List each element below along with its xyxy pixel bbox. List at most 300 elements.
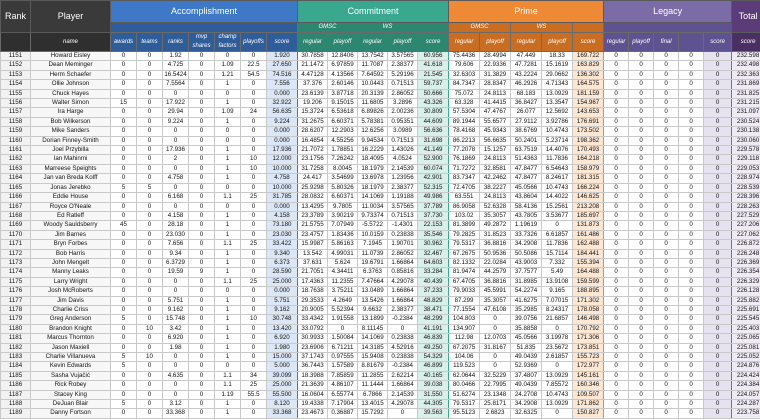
champ-factors-cell: 1 (215, 353, 241, 362)
accomplishment-score-cell: 25.000 (267, 381, 298, 390)
total-score-cell: 229.578 (732, 146, 760, 155)
teams-cell: 0 (137, 108, 163, 117)
ranks-cell: 0 (163, 136, 189, 145)
table-row[interactable] (1, 117, 760, 126)
legacy-extra-cell: 0 (679, 409, 704, 418)
legacy-playoff-cell: 0 (629, 390, 654, 399)
commitment-ws-playoff-cell: 1.66864 (388, 381, 418, 390)
table-row[interactable] (1, 277, 760, 286)
ranks-cell: 0 (163, 89, 189, 98)
commitment-gmsc-playoff-cell: 1.78851 (328, 146, 358, 155)
legacy-extra-cell: 0 (679, 127, 704, 136)
mvp-shares-cell: 0 (189, 277, 215, 286)
player-name-cell: Ed Ratleff (31, 211, 111, 220)
legacy-regular-cell: 0 (604, 202, 629, 211)
col-prime-gmsc-regular[interactable]: regular (449, 33, 480, 52)
rank-cell: 1156 (1, 99, 31, 108)
table-row[interactable] (1, 174, 760, 183)
prime-ws-regular-cell: 39.0756 (511, 315, 542, 324)
commitment-gmsc-playoff-cell: 12.8406 (328, 52, 358, 61)
commitment-gmsc-playoff-cell: 5.80326 (328, 183, 358, 192)
ranks-cell: 15.748 (163, 315, 189, 324)
total-score-cell: 230.060 (732, 136, 760, 145)
commitment-ws-regular-cell: 18.1979 (358, 164, 388, 173)
col-commitment-gmsc-regular[interactable]: regular (298, 33, 328, 52)
commitment-score-cell: 22.153 (418, 221, 449, 230)
table-row[interactable] (1, 343, 760, 352)
prime-gmsc-regular-cell: 95.5123 (449, 409, 480, 418)
table-row[interactable] (1, 70, 760, 79)
legacy-playoff-cell: 0 (629, 249, 654, 258)
playoffs-cell: 0 (241, 146, 267, 155)
champ-factors-cell: 1.09 (215, 61, 241, 70)
legacy-playoff-cell: 0 (629, 52, 654, 61)
table-row[interactable] (1, 230, 760, 239)
legacy-final-cell: 0 (654, 52, 679, 61)
col-legacy-final[interactable]: final (654, 33, 679, 52)
playoffs-cell: 22.5 (241, 61, 267, 70)
table-row[interactable] (1, 287, 760, 296)
legacy-playoff-cell: 0 (629, 400, 654, 409)
commitment-gmsc-playoff-cell: 6.60371 (328, 193, 358, 202)
accomplishment-score-cell: 31.785 (267, 193, 298, 202)
col-commitment-ws-regular[interactable]: regular (358, 33, 388, 52)
ranks-cell: 9.162 (163, 305, 189, 314)
legacy-extra-cell: 0 (679, 136, 704, 145)
ranks-cell: 6.168 (163, 193, 189, 202)
teams-cell: 0 (137, 390, 163, 399)
col-legacy-score[interactable]: score (704, 33, 732, 52)
prime-score-cell: 146.498 (573, 315, 604, 324)
prime-ws-playoff-cell: 4.71343 (542, 80, 573, 89)
prime-ws-playoff-cell: 7.07015 (542, 296, 573, 305)
total-score-cell: 230.524 (732, 117, 760, 126)
legacy-final-cell: 0 (654, 249, 679, 258)
prime-ws-regular-cell: 47.8477 (511, 164, 542, 173)
legacy-score-cell: 0 (704, 268, 732, 277)
prime-ws-playoff-cell: 15.7114 (542, 249, 573, 258)
prime-gmsc-regular-cell: 57.5304 (449, 108, 480, 117)
ranks-cell: 17.922 (163, 99, 189, 108)
table-row[interactable] (1, 390, 760, 399)
awards-cell: 0 (111, 127, 137, 136)
accomplishment-score-cell: 10.000 (267, 183, 298, 192)
champ-factors-cell: 1 (215, 343, 241, 352)
col-accomplishment-score[interactable]: score (267, 33, 298, 52)
col-prime-gmsc-playoff[interactable]: playoff (480, 33, 511, 52)
commitment-score-cell: 44.609 (418, 117, 449, 126)
commitment-gmsc-regular-cell: 23.1756 (298, 155, 328, 164)
col-prime-ws-regular[interactable]: regular (511, 33, 542, 52)
col-legacy-playoff[interactable]: playoff (629, 33, 654, 52)
col-prime-ws-playoff[interactable]: playoff (542, 33, 573, 52)
mvp-shares-cell: 0 (189, 343, 215, 352)
commitment-ws-playoff-cell: 4.52916 (388, 343, 418, 352)
commitment-gmsc-playoff-cell: 4.34411 (328, 268, 358, 277)
commitment-gmsc-regular-cell: 33.0792 (298, 324, 328, 333)
col-commitment-gmsc-playoff[interactable]: playoff (328, 33, 358, 52)
prime-ws-regular-cell: 27.9112 (511, 117, 542, 126)
col-total-score[interactable]: score (732, 33, 760, 52)
legacy-regular-cell: 0 (604, 80, 629, 89)
prime-gmsc-playoff-cell: 31.8523 (480, 230, 511, 239)
accomplishment-score-cell: 12.000 (267, 155, 298, 164)
commitment-ws-regular-cell: 10.0159 (358, 230, 388, 239)
ranks-cell: 1.98 (163, 343, 189, 352)
table-row[interactable] (1, 80, 760, 89)
awards-cell: 0 (111, 211, 137, 220)
legacy-score-cell: 0 (704, 390, 732, 399)
prime-gmsc-regular-cell: 67.2675 (449, 249, 480, 258)
prime-ws-playoff-cell: 11.7836 (542, 240, 573, 249)
mvp-shares-cell: 0 (189, 353, 215, 362)
header-total[interactable]: Total (732, 1, 760, 33)
legacy-score-cell: 0 (704, 324, 732, 333)
player-name-cell: Larry Wright (31, 277, 111, 286)
total-score-cell: 229.118 (732, 155, 760, 164)
table-row[interactable] (1, 146, 760, 155)
legacy-score-cell: 0 (704, 183, 732, 192)
prime-ws-regular-cell: 43.2224 (511, 70, 542, 79)
teams-cell: 0 (137, 249, 163, 258)
table-row[interactable] (1, 249, 760, 258)
commitment-gmsc-playoff-cell: 4.86107 (328, 381, 358, 390)
commitment-gmsc-regular-cell: 21.7051 (298, 268, 328, 277)
header-prime: Prime (449, 1, 604, 23)
champ-factors-cell: 0 (215, 89, 241, 98)
rank-cell: 1166 (1, 193, 31, 202)
table-row[interactable] (1, 127, 760, 136)
player-name-cell: Herm Schaefer (31, 70, 111, 79)
rank-cell: 1189 (1, 409, 31, 418)
commitment-score-cell: 31.550 (418, 390, 449, 399)
teams-cell: 0 (137, 136, 163, 145)
legacy-regular-cell: 0 (604, 390, 629, 399)
legacy-extra-cell: 0 (679, 108, 704, 117)
legacy-extra-cell: 0 (679, 305, 704, 314)
mvp-shares-cell: 0 (189, 61, 215, 70)
commitment-ws-playoff-cell: 1.66864 (388, 258, 418, 267)
playoffs-cell: 0 (241, 287, 267, 296)
legacy-final-cell: 0 (654, 324, 679, 333)
commitment-gmsc-playoff-cell: 6.71211 (328, 343, 358, 352)
table-row[interactable] (1, 136, 760, 145)
table-row[interactable] (1, 108, 760, 117)
commitment-ws-regular-cell: 13.1899 (358, 315, 388, 324)
prime-gmsc-regular-cell: 63.328 (449, 99, 480, 108)
commitment-score-cell: 41.618 (418, 61, 449, 70)
legacy-extra-cell: 0 (679, 202, 704, 211)
prime-score-cell: 146.625 (573, 193, 604, 202)
table-row[interactable] (1, 89, 760, 98)
commitment-gmsc-regular-cell: 25.9298 (298, 183, 328, 192)
table-row[interactable] (1, 362, 760, 371)
table-row[interactable] (1, 400, 760, 409)
rank-cell: 1164 (1, 174, 31, 183)
commitment-score-cell: 48.299 (418, 315, 449, 324)
total-score-cell: 224.384 (732, 381, 760, 390)
prime-score-cell: 145.161 (573, 371, 604, 380)
awards-cell: 0 (111, 334, 137, 343)
col-legacy-regular[interactable]: regular (604, 33, 629, 52)
legacy-regular-cell: 0 (604, 268, 629, 277)
prime-ws-playoff-cell: 5.49 (542, 268, 573, 277)
commitment-ws-playoff-cell: 4.29078 (388, 277, 418, 286)
legacy-final-cell: 0 (654, 409, 679, 418)
col-awards[interactable]: awards (111, 33, 137, 52)
mvp-shares-cell: 0 (189, 155, 215, 164)
commitment-ws-regular-cell: 9.73374 (358, 211, 388, 220)
prime-gmsc-regular-cell: 86.2213 (449, 136, 480, 145)
commitment-score-cell: 46.899 (418, 362, 449, 371)
prime-gmsc-regular-cell: 72.4705 (449, 183, 480, 192)
legacy-final-cell: 0 (654, 117, 679, 126)
champ-factors-cell: 1 (215, 146, 241, 155)
col-commitment-score[interactable]: score (418, 33, 449, 52)
prime-ws-regular-cell: 37.7577 (511, 268, 542, 277)
table-row[interactable] (1, 211, 760, 220)
legacy-extra-cell: 0 (679, 61, 704, 70)
accomplishment-score-cell: 0.000 (267, 202, 298, 211)
commitment-ws-regular-cell: 9.6632 (358, 305, 388, 314)
total-score-cell: 226.128 (732, 287, 760, 296)
champ-factors-cell: 1.09 (215, 108, 241, 117)
mvp-shares-cell: 0 (189, 287, 215, 296)
legacy-final-cell: 0 (654, 230, 679, 239)
commitment-score-cell: 56.636 (418, 127, 449, 136)
ranks-cell: 29.94 (163, 108, 189, 117)
teams-cell: 0 (137, 305, 163, 314)
accomplishment-score-cell: 33.422 (267, 240, 298, 249)
teams-cell: 0 (137, 277, 163, 286)
commitment-score-cell: 46.839 (418, 334, 449, 343)
prime-score-cell: 213.208 (573, 202, 604, 211)
col-ranks[interactable]: ranks (163, 33, 189, 52)
table-row[interactable] (1, 324, 760, 333)
commitment-gmsc-playoff-cell: 1.91558 (328, 315, 358, 324)
prime-ws-playoff-cell: 7.85572 (542, 381, 573, 390)
playoffs-cell: 0 (241, 409, 267, 418)
col-prime-score[interactable]: score (573, 33, 604, 52)
ranks-cell: 1.92 (163, 52, 189, 61)
table-row[interactable] (1, 99, 760, 108)
commitment-gmsc-regular-cell: 23.4673 (298, 409, 328, 418)
prime-ws-playoff-cell: 6.61857 (542, 230, 573, 239)
ranks-cell: 9.34 (163, 249, 189, 258)
playoffs-cell: 0 (241, 117, 267, 126)
commitment-ws-regular-cell: 11.0739 (358, 249, 388, 258)
commitment-ws-regular-cell: 16.2229 (358, 146, 388, 155)
prime-gmsc-playoff-cell: 41.4415 (480, 99, 511, 108)
legacy-playoff-cell: 0 (629, 296, 654, 305)
playoffs-cell: 0 (241, 80, 267, 89)
commitment-gmsc-regular-cell: 17.4363 (298, 277, 328, 286)
legacy-playoff-cell: 0 (629, 258, 654, 267)
legacy-score-cell: 0 (704, 258, 732, 267)
ranks-cell: 0 (163, 164, 189, 173)
rank-cell: 1174 (1, 268, 31, 277)
commitment-score-cell: 60.956 (418, 52, 449, 61)
awards-cell: 0 (111, 193, 137, 202)
legacy-regular-cell: 0 (604, 146, 629, 155)
prime-ws-playoff-cell: 3.92786 (542, 117, 573, 126)
table-row[interactable] (1, 353, 760, 362)
table-row[interactable] (1, 183, 760, 192)
total-score-cell: 228.396 (732, 193, 760, 202)
commitment-ws-playoff-cell: 3.57565 (388, 52, 418, 61)
legacy-score-cell: 0 (704, 400, 732, 409)
playoffs-cell: 0 (241, 174, 267, 183)
prime-ws-playoff-cell: 15.2561 (542, 202, 573, 211)
commitment-ws-regular-cell: 13.0489 (358, 287, 388, 296)
total-score-cell: 225.882 (732, 296, 760, 305)
legacy-final-cell: 0 (654, 400, 679, 409)
commitment-ws-playoff-cell: 2.38377 (388, 305, 418, 314)
commitment-ws-regular-cell: 6.7866 (358, 390, 388, 399)
table-row[interactable] (1, 305, 760, 314)
awards-cell: 0 (111, 52, 137, 61)
accomplishment-score-cell: 0.000 (267, 287, 298, 296)
legacy-playoff-cell: 0 (629, 277, 654, 286)
mvp-shares-cell: 0 (189, 70, 215, 79)
rank-cell: 1167 (1, 202, 31, 211)
player-name-cell: Manny Leaks (31, 268, 111, 277)
mvp-shares-cell: 0 (189, 230, 215, 239)
table-row[interactable] (1, 296, 760, 305)
commitment-score-cell: 49.250 (418, 343, 449, 352)
total-score-cell: 226.872 (732, 240, 760, 249)
table-row[interactable] (1, 334, 760, 343)
col-mvp-shares[interactable]: mvp shares (189, 33, 215, 52)
table-row[interactable] (1, 221, 760, 230)
legacy-score-cell: 0 (704, 362, 732, 371)
total-score-cell: 229.053 (732, 164, 760, 173)
ranks-cell: 4.635 (163, 371, 189, 380)
rank-cell: 1186 (1, 381, 31, 390)
table-row[interactable] (1, 202, 760, 211)
commitment-ws-regular-cell: 14.1069 (358, 334, 388, 343)
player-name-cell: Jonas Jerebko (31, 183, 111, 192)
legacy-extra-cell: 0 (679, 174, 704, 183)
commitment-ws-playoff-cell: 0 (388, 409, 418, 418)
accomplishment-score-cell: 7.556 (267, 80, 298, 89)
legacy-final-cell: 0 (654, 268, 679, 277)
legacy-final-cell: 0 (654, 155, 679, 164)
commitment-ws-playoff-cell: 1.90701 (388, 240, 418, 249)
ranks-cell: 0 (163, 127, 189, 136)
prime-gmsc-playoff-cell: 12.0703 (480, 334, 511, 343)
col-teams[interactable]: teams (137, 33, 163, 52)
commitment-ws-playoff-cell: 2.14539 (388, 390, 418, 399)
table-row[interactable] (1, 193, 760, 202)
table-row[interactable] (1, 371, 760, 380)
prime-ws-playoff-cell: 13.0929 (542, 371, 573, 380)
prime-score-cell: 136.302 (573, 70, 604, 79)
prime-gmsc-regular-cell: 79.9033 (449, 287, 480, 296)
table-row[interactable] (1, 52, 760, 61)
prime-ws-regular-cell: 37.4807 (511, 371, 542, 380)
legacy-regular-cell: 0 (604, 99, 629, 108)
header-rank[interactable]: Rank (1, 1, 31, 33)
prime-score-cell: 170.792 (573, 324, 604, 333)
awards-cell: 0 (111, 258, 137, 267)
playoffs-cell: 0 (241, 183, 267, 192)
table-row[interactable] (1, 409, 760, 418)
col-playoffs[interactable]: playoffs (241, 33, 267, 52)
table-row[interactable] (1, 381, 760, 390)
col-champ-factors[interactable]: champ factors (215, 33, 241, 52)
table-row[interactable] (1, 61, 760, 70)
prime-gmsc-playoff-cell: 22.0284 (480, 258, 511, 267)
champ-factors-cell: 0 (215, 202, 241, 211)
commitment-ws-regular-cell: 20.3139 (358, 89, 388, 98)
total-score-cell: 231.215 (732, 99, 760, 108)
table-row[interactable] (1, 155, 760, 164)
accomplishment-score-cell: 9.224 (267, 117, 298, 126)
accomplishment-score-cell: 27.650 (267, 61, 298, 70)
commitment-score-cell: 54.329 (418, 353, 449, 362)
prime-ws-playoff-cell: 10.4743 (542, 183, 573, 192)
prime-ws-playoff-cell: 14.4022 (542, 193, 573, 202)
prime-score-cell: 171.306 (573, 334, 604, 343)
legacy-extra-cell: 0 (679, 287, 704, 296)
prime-ws-playoff-cell: 2.61857 (542, 353, 573, 362)
player-name-cell: Royce O'Neale (31, 202, 111, 211)
prime-gmsc-playoff-cell: 36.8816 (480, 277, 511, 286)
legacy-playoff-cell: 0 (629, 136, 654, 145)
legacy-extra-cell: 0 (679, 353, 704, 362)
total-score-cell: 227.062 (732, 230, 760, 239)
teams-cell: 0 (137, 371, 163, 380)
mvp-shares-cell: 0 (189, 362, 215, 371)
legacy-playoff-cell: 0 (629, 315, 654, 324)
champ-factors-cell: 1 (215, 230, 241, 239)
accomplishment-score-cell: 4.758 (267, 174, 298, 183)
prime-score-cell: 198.362 (573, 136, 604, 145)
commitment-ws-playoff-cell: 0.23838 (388, 230, 418, 239)
awards-cell: 5 (111, 183, 137, 192)
legacy-extra-cell: 0 (679, 371, 704, 380)
player-name-cell: Jim Davis (31, 296, 111, 305)
commitment-score-cell: 44.305 (418, 400, 449, 409)
teams-cell: 0 (137, 127, 163, 136)
awards-cell: 0 (111, 108, 137, 117)
prime-ws-regular-cell: 33.7326 (511, 230, 542, 239)
header-player[interactable]: Player (31, 1, 111, 33)
commitment-ws-regular-cell: 18.4095 (358, 155, 388, 164)
legacy-regular-cell: 0 (604, 315, 629, 324)
rank-cell: 1153 (1, 70, 31, 79)
col-commitment-ws-playoff[interactable]: playoff (388, 33, 418, 52)
table-row[interactable] (1, 268, 760, 277)
table-row[interactable] (1, 315, 760, 324)
commitment-gmsc-playoff-cell: 4.99031 (328, 249, 358, 258)
legacy-score-cell: 0 (704, 371, 732, 380)
prime-gmsc-playoff-cell: 36.8816 (480, 240, 511, 249)
mvp-shares-cell: 0 (189, 334, 215, 343)
commitment-ws-regular-cell: 13.7542 (358, 52, 388, 61)
legacy-final-cell: 0 (654, 99, 679, 108)
playoffs-cell: 25 (241, 277, 267, 286)
legacy-extra-cell: 0 (679, 324, 704, 333)
table-row[interactable] (1, 164, 760, 173)
playoffs-cell: 0 (241, 362, 267, 371)
commitment-score-cell: 41.191 (418, 324, 449, 333)
prime-gmsc-playoff-cell: 38.2227 (480, 183, 511, 192)
commitment-gmsc-playoff-cell: 11.2355 (328, 277, 358, 286)
table-row[interactable] (1, 258, 760, 267)
table-row[interactable] (1, 240, 760, 249)
